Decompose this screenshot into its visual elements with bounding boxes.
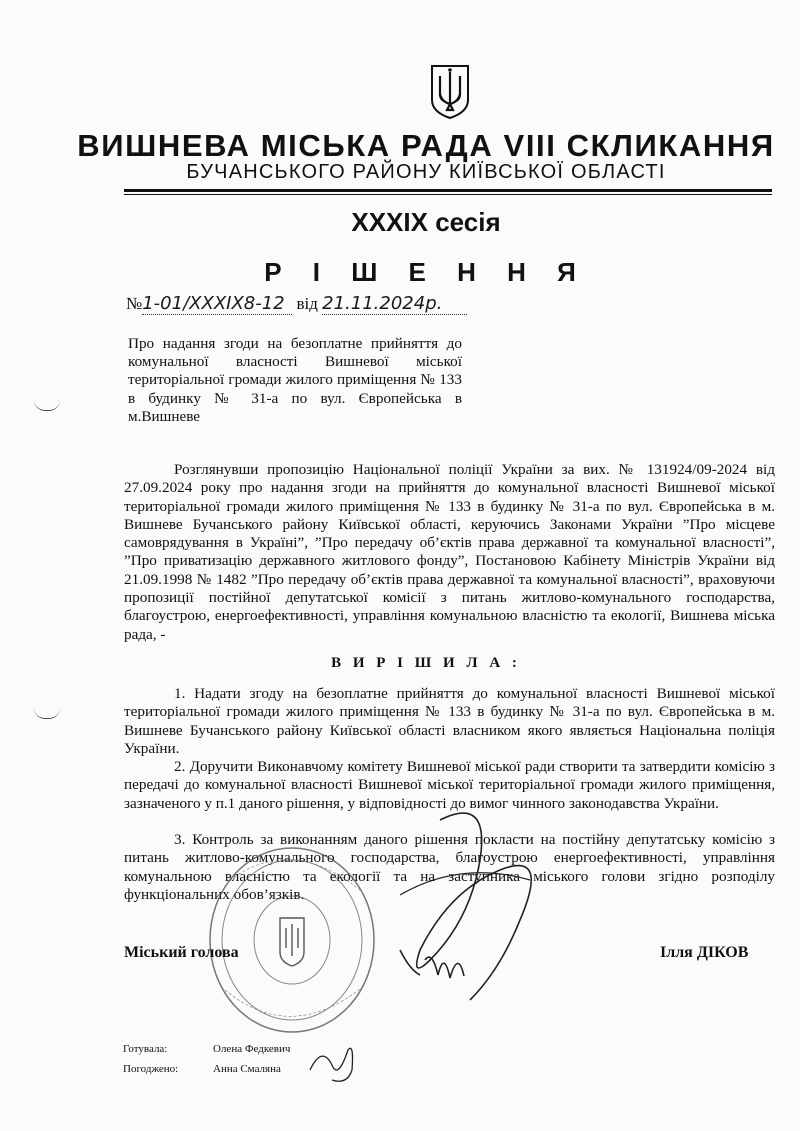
signature-title: Міський голова xyxy=(124,944,239,961)
header-divider xyxy=(124,189,772,192)
date-prefix: від xyxy=(296,294,318,313)
coat-of-arms-icon xyxy=(430,64,470,120)
signatory-name: Ілля ДІКОВ xyxy=(660,944,749,961)
decision-subject: Про надання згоди на безоплатне прийняття до комунальної власності Вишневої міської територіальної громади жилого приміщення № 133 в будинку № 31-а по вул. Європейська в м.Вишневе xyxy=(128,335,462,425)
prepared-name: Олена Федкевич xyxy=(213,1043,291,1055)
official-stamp xyxy=(200,840,380,1040)
decided-heading: В И Р І Ш И Л А : xyxy=(331,655,521,671)
approved-label: Погоджено: xyxy=(123,1063,179,1075)
document-title: Р І Ш Е Н Н Я xyxy=(264,257,588,287)
prepared-label: Готувала: xyxy=(123,1043,168,1055)
council-subtitle: БУЧАНСЬКОГО РАЙОНУ КИЇВСЬКОЇ ОБЛАСТІ xyxy=(186,161,666,183)
decision-number: 1-01/XXXIX8-12 xyxy=(142,293,292,315)
number-prefix: № xyxy=(126,294,143,313)
decision-number-line xyxy=(126,293,467,315)
approval-signature xyxy=(302,1040,362,1090)
punch-hole-mark xyxy=(34,708,60,719)
decision-item-2: 2. Доручити Виконавчому комітету Вишневої міської ради створити та затвердити комісію з передачі до комунальної власності Вишневої міської територіальної громади жилого приміщення, зазначеного у п.1 даного рішення, у відповідності до вимог чинного законодавства України. xyxy=(124,758,775,812)
preamble-paragraph: Розглянувши пропозицію Національної поліції України за вих. № 131924/09-2024 від 27.09.2024 року про надання згоди на прийняття до комунальної власності Вишневої міської територіальної громади жилого приміщення № 133 в будинку № 31-а по вул. Європейська в м. Вишневе Бучанського району Київської області, керуючись Законами України ”Про місцеве самоврядування в Україні”, ”Про передачу об’єктів права державної та комунальної власності”, ”Про приватизацію державного житлового фонду”, Постановою Кабінету Міністрів України від 21.09.1998 № 1482 ”Про передачу об’єктів права державної та комунальної власності”, враховуючи пропозиції постійної депутатської комісії з питань житлово-комунального господарства, благоустрою, енергоефективності, управління комунальною власністю та екології, Вишнева міська рада, - xyxy=(124,461,775,643)
approved-name: Анна Смаляна xyxy=(213,1063,281,1075)
decision-item-1: 1. Надати згоду на безоплатне прийняття до комунальної власності Вишневої міської територіальної громади жилого приміщення № 133 в будинку № 31-а по вул. Європейська в м. Вишневе Бучанського району Київської області власником якого являється Національна поліція України. xyxy=(124,685,775,757)
decision-item-3: 3. Контроль за виконанням даного рішення покласти на постійну депутатську комісію з питань житлово-комунального господарства, благоустрою енергоефективності, управління комунальною власністю та екології та на заступника міського голови згідно розподілу функціональних обов’язків. xyxy=(124,831,775,903)
council-name: ВИШНЕВА МІСЬКА РАДА VIII СКЛИКАННЯ xyxy=(77,128,775,163)
punch-hole-mark xyxy=(34,400,60,411)
session-heading: XXXIX сесія xyxy=(351,207,501,237)
decision-date: 21.11.2024р. xyxy=(322,293,467,315)
header-divider-thin xyxy=(124,194,772,195)
mayor-signature xyxy=(380,800,580,1020)
